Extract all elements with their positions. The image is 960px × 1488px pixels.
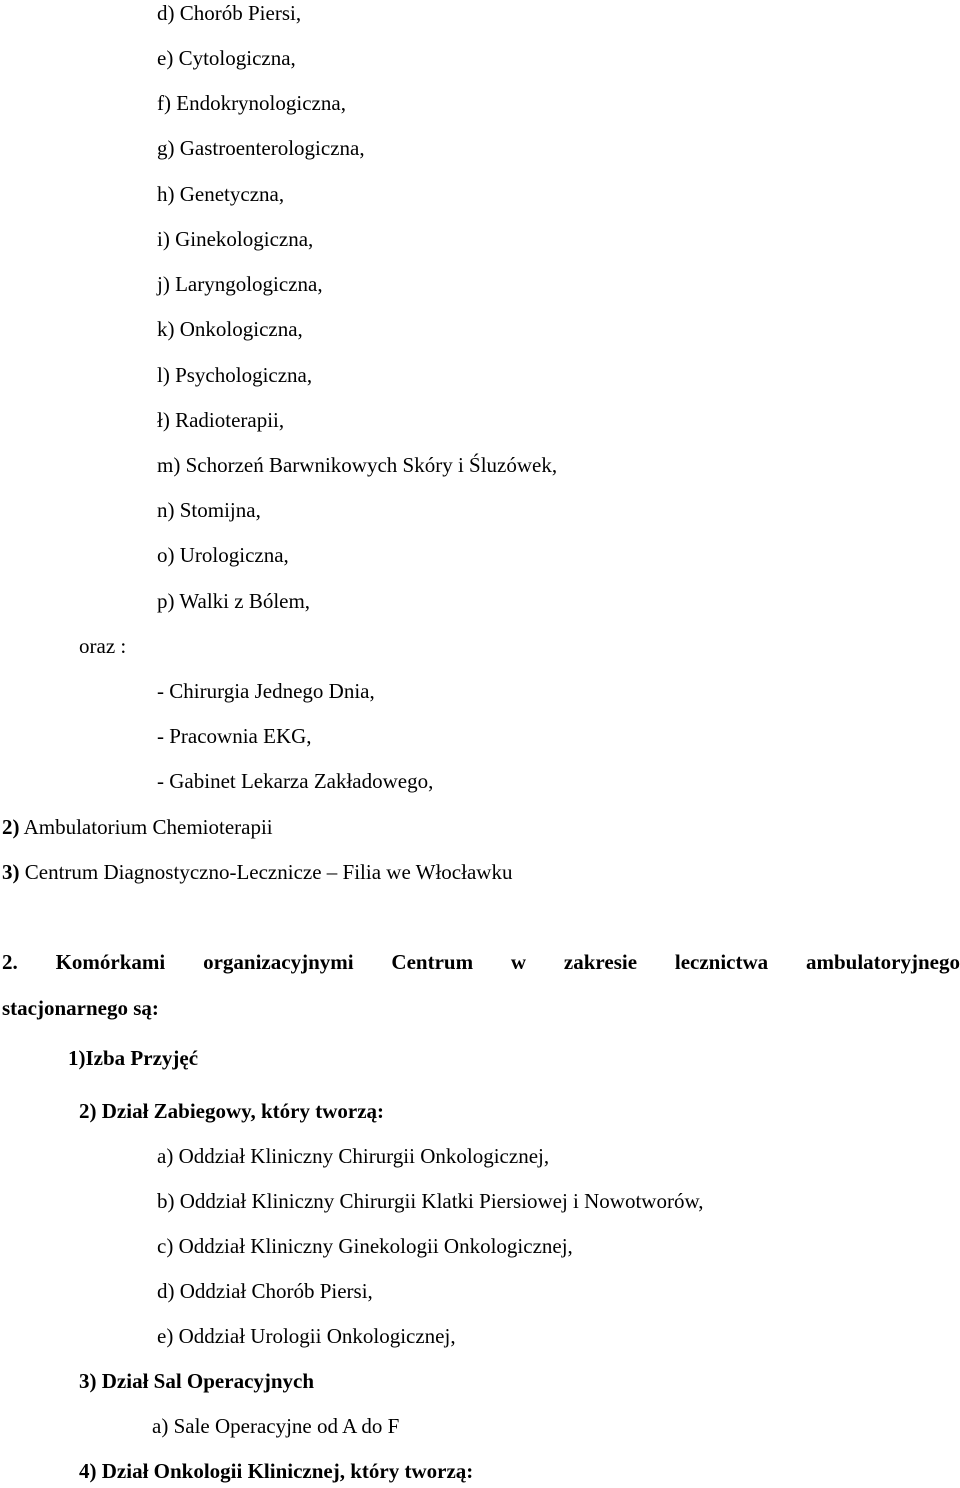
onkologia-heading: 4) Dział Onkologii Klinicznej, który tworzą: (79, 1459, 474, 1483)
list-item: e) Oddział Urologii Onkologicznej, (157, 1324, 456, 1348)
ambulatorium-item (2, 814, 273, 840)
list-item: d) Oddział Chorób Piersi, (157, 1279, 373, 1303)
item-number: 2) (2, 815, 20, 839)
list-item: - Pracownia EKG, (157, 724, 312, 748)
list-item: - Chirurgia Jednego Dnia, (157, 679, 375, 703)
list-item: a) Sale Operacyjne od A do F (152, 1414, 400, 1438)
section-heading-line: stacjonarnego są: (2, 996, 159, 1020)
list-item: h) Genetyczna, (157, 182, 285, 206)
list-item: g) Gastroenterologiczna, (157, 136, 365, 160)
list-item: - Gabinet Lekarza Zakładowego, (157, 769, 434, 793)
list-item: l) Psychologiczna, (157, 363, 313, 387)
list-item: m) Schorzeń Barwnikowych Skóry i Śluzówek, (157, 453, 558, 477)
list-item: p) Walki z Bólem, (157, 589, 311, 613)
list-item: e) Cytologiczna, (157, 46, 296, 70)
item-text: Centrum Diagnostyczno-Lecznicze – Filia we Włocławku (24, 860, 513, 884)
zabiegowy-heading: 2) Dział Zabiegowy, który tworzą: (79, 1099, 385, 1123)
list-item: ł) Radioterapii, (157, 408, 285, 432)
list-item: k) Onkologiczna, (157, 317, 303, 341)
item-number: 3) (2, 860, 20, 884)
list-item: i) Ginekologiczna, (157, 227, 314, 251)
list-item: b) Oddział Kliniczny Chirurgii Klatki Piersiowej i Nowotworów, (157, 1189, 704, 1213)
izba-heading: 1)Izba Przyjęć (68, 1046, 199, 1070)
item-text: Ambulatorium Chemioterapii (23, 815, 273, 839)
centrum-item (2, 859, 512, 885)
list-item: a) Oddział Kliniczny Chirurgii Onkologicznej, (157, 1144, 550, 1168)
oraz-label: oraz : (79, 634, 127, 658)
list-item: c) Oddział Kliniczny Ginekologii Onkologicznej, (157, 1234, 573, 1258)
list-item: j) Laryngologiczna, (157, 272, 323, 296)
section-heading-line: 2. Komórkami organizacyjnymi Centrum w zakresie lecznictwa ambulatoryjnego (2, 950, 960, 974)
list-item: n) Stomijna, (157, 498, 261, 522)
list-item: o) Urologiczna, (157, 543, 289, 567)
sale-heading: 3) Dział Sal Operacyjnych (79, 1369, 315, 1393)
list-item: d) Chorób Piersi, (157, 1, 302, 25)
list-item: f) Endokrynologiczna, (157, 91, 346, 115)
